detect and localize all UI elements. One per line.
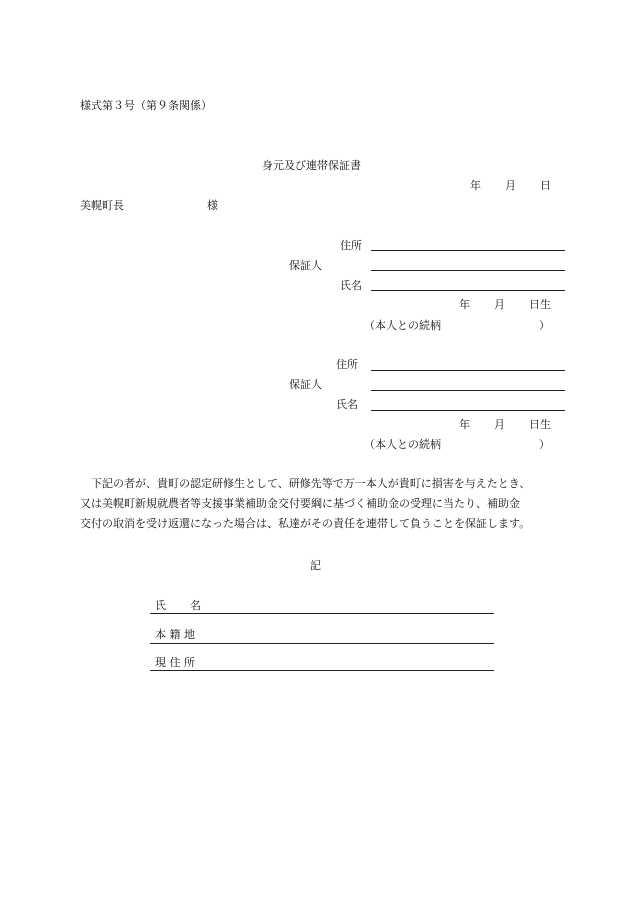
addressee-honorific: 様 <box>207 199 218 212</box>
date-day-label: 日 <box>540 179 551 192</box>
address-line-1[interactable] <box>371 370 565 371</box>
date-year-label: 年 <box>470 179 481 192</box>
statement-line-2: 又は美幌町新規就農者等支援事業補助金交付要綱に基づく補助金の受理に当たり、補助金 <box>80 497 520 510</box>
name-label: 氏名 <box>340 279 362 292</box>
current-address-line[interactable] <box>150 670 494 671</box>
ki-heading: 記 <box>310 559 321 572</box>
guarantor-label: 保証人 <box>289 378 322 391</box>
birth-month-label: 月 <box>494 418 505 431</box>
guarantee-statement <box>80 478 560 538</box>
relation-open: （本人との続柄 <box>364 438 441 451</box>
subject-name-line[interactable] <box>150 613 494 614</box>
name-line[interactable] <box>371 290 565 291</box>
relation-open: （本人との続柄 <box>364 319 441 332</box>
date-month-label: 月 <box>505 179 516 192</box>
birth-year-label: 年 <box>459 298 470 311</box>
relation-close: ） <box>539 438 550 451</box>
birth-year-label: 年 <box>459 418 470 431</box>
name-label: 氏名 <box>336 398 358 411</box>
statement-line-3: 交付の取消を受け返還になった場合は、私達がその責任を連帯して負うことを保証します。 <box>80 517 531 530</box>
guarantor-label: 保証人 <box>289 259 322 272</box>
address-line-2[interactable] <box>371 390 565 391</box>
address-line-1[interactable] <box>371 250 565 251</box>
birth-day-label: 日生 <box>529 418 551 431</box>
addressee-name: 美幌町長 <box>80 199 124 212</box>
subject-name-label-2: 名 <box>190 599 201 612</box>
birth-month-label: 月 <box>494 298 505 311</box>
birth-day-label: 日生 <box>529 298 551 311</box>
name-line[interactable] <box>371 410 565 411</box>
honseki-line[interactable] <box>150 643 494 644</box>
address-line-2[interactable] <box>371 270 565 271</box>
subject-name-label-1: 氏 <box>155 599 166 612</box>
honseki-label: 本 籍 地 <box>155 628 195 641</box>
form-number: 様式第３号（第９条関係） <box>80 99 212 112</box>
current-address-label: 現 住 所 <box>155 656 195 669</box>
statement-line-1: 下記の者が、貴町の認定研修生として、研修先等で万一本人が貴町に損害を与えたとき、 <box>91 477 531 490</box>
document-title: 身元及び連帯保証書 <box>262 159 361 172</box>
relation-close: ） <box>539 319 550 332</box>
address-label: 住所 <box>336 358 358 371</box>
address-label: 住所 <box>340 239 362 252</box>
